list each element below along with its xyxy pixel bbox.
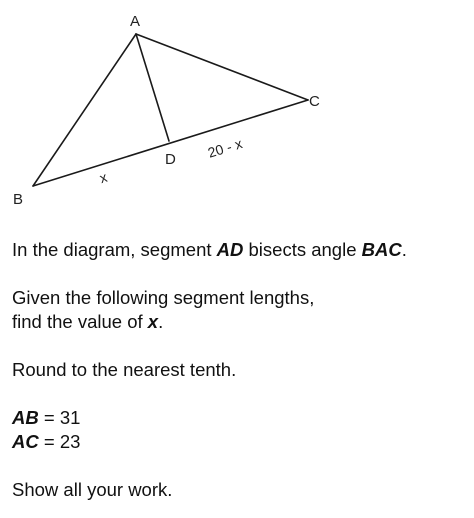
segment-label-BD: x: [97, 168, 109, 187]
segment-label-DC: 20 - x: [205, 135, 245, 161]
triangle-diagram: [0, 0, 474, 215]
point-label-A: A: [130, 13, 141, 30]
segment-AD: [136, 34, 169, 141]
segment-AC: [136, 34, 308, 100]
segment-AB: [33, 34, 136, 186]
closing-instruction: Show all your work.: [12, 479, 173, 500]
problem-statement: In the diagram, segment AD bisects angle BAC.: [12, 239, 407, 260]
point-label-D: D: [165, 151, 176, 168]
segment-name: AD: [216, 239, 244, 260]
variable-name: x: [147, 311, 159, 332]
point-label-B: B: [13, 191, 24, 208]
angle-name: BAC: [361, 239, 402, 260]
given-AB: AB = 31: [12, 407, 81, 428]
instruction-line-2: find the value of x.: [12, 311, 164, 332]
instruction-line-1: Given the following segment lengths,: [12, 287, 315, 308]
rounding-instruction: Round to the nearest tenth.: [12, 359, 237, 380]
point-label-C: C: [309, 93, 320, 110]
given-AC: AC = 23: [12, 431, 81, 452]
problem-text: [12, 238, 467, 502]
segment-BC: [33, 100, 308, 186]
